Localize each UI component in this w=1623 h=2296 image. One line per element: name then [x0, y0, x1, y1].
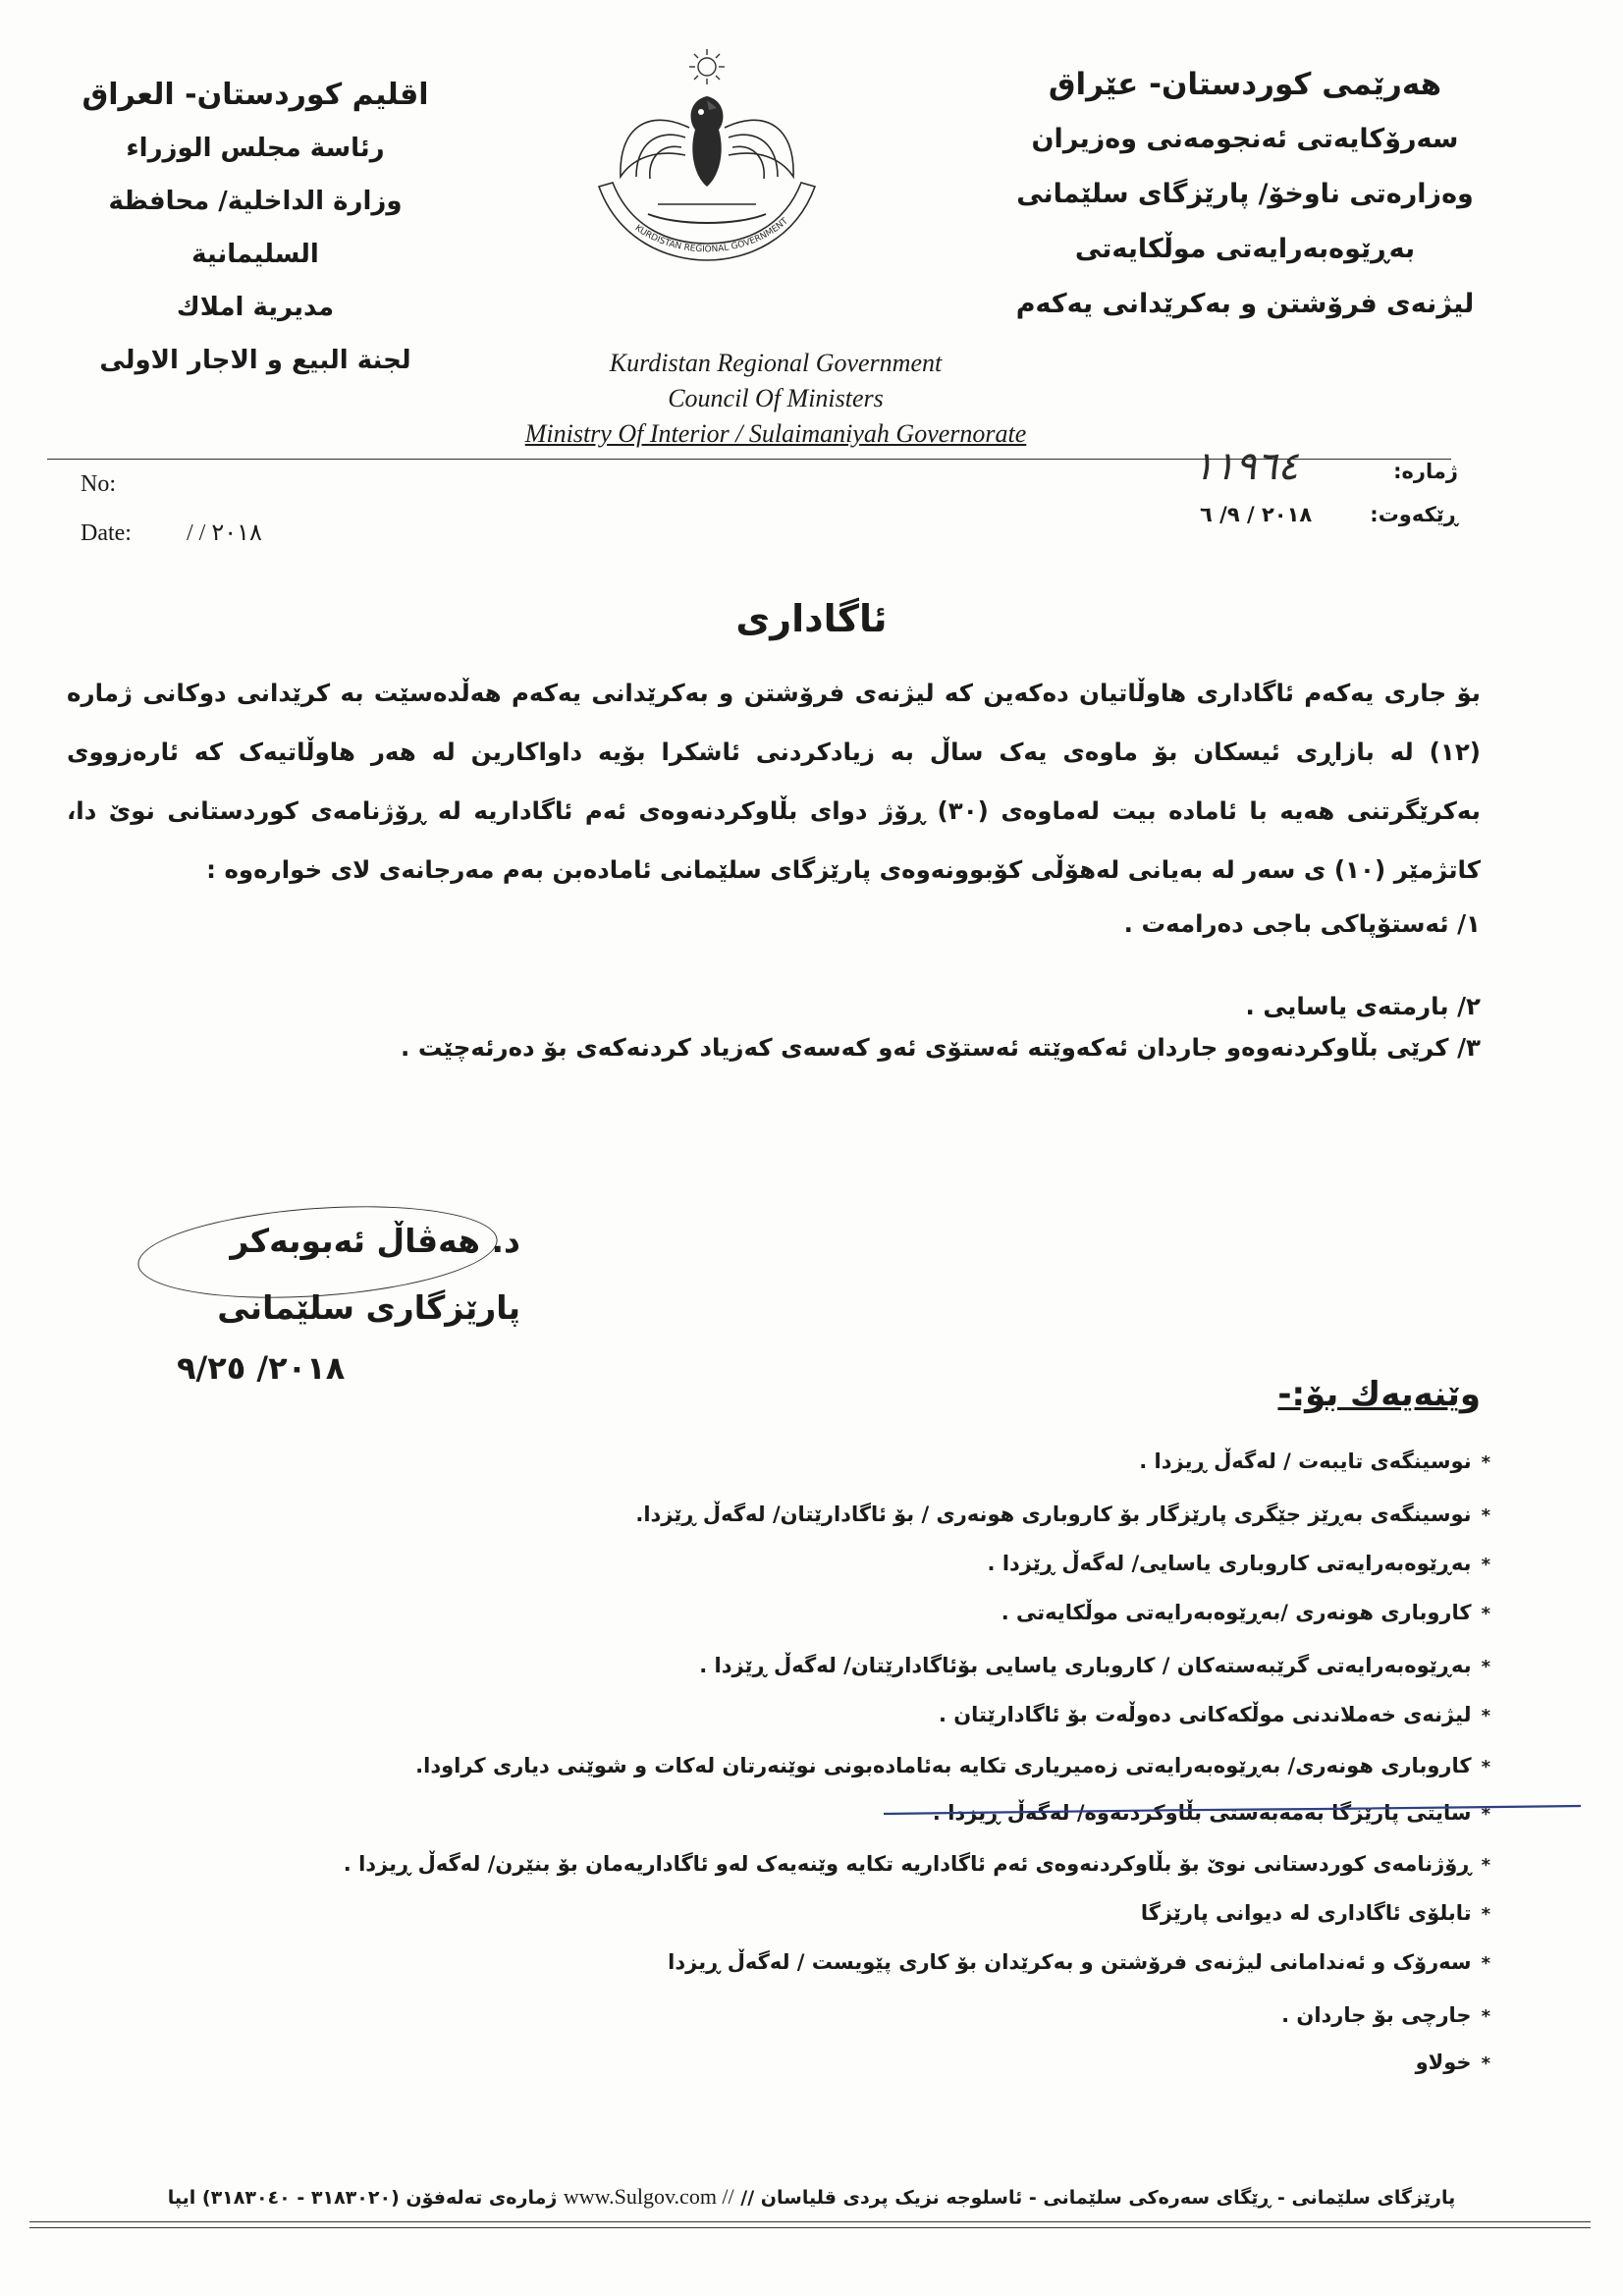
pen-strike-mark — [884, 1803, 1581, 1819]
header-kurdish-region: هەرێمی کوردستان- عێراق — [1048, 67, 1442, 102]
date-label-kurdish: ڕێکەوت: — [1370, 503, 1458, 526]
bullet-star-icon: * — [1481, 1505, 1490, 1526]
footer-divider — [29, 2221, 1591, 2222]
footer — [0, 2184, 1623, 2210]
copy-item: *بەڕێوەبەرایەتی کاروباری یاسایی/ لەگەڵ ڕێزدا . — [987, 1552, 1490, 1575]
copy-item: *سەرۆک و ئەندامانی لیژنەی فرۆشتن و بەکرێدان بۆ کاری پێویست / لەگەڵ ڕیزدا — [668, 1950, 1490, 1974]
header-kurdish-council: سەرۆکایەتی ئەنجومەنی وەزیران — [1031, 124, 1459, 154]
date-value-kurdish: ٢٠١٨ / ٩/ ٦ — [1200, 503, 1313, 526]
header-arabic-directorate: مديرية املاك — [176, 293, 335, 322]
number-value: ١١٩٦٤ — [1193, 444, 1299, 489]
header-arabic-ministry: وزارة الداخلية/ محافظة السليمانية — [108, 187, 403, 269]
kurdistan-emblem-icon — [579, 39, 835, 285]
date-label: Date: — [81, 520, 132, 546]
bullet-star-icon: * — [1481, 1757, 1490, 1777]
bullet-star-icon: * — [1481, 1904, 1490, 1925]
bullet-star-icon: * — [1481, 2006, 1490, 2027]
copy-item: *خولاو — [1415, 2050, 1490, 2074]
signature-block — [128, 1206, 520, 1412]
bullet-star-icon: * — [1481, 1555, 1490, 1575]
condition-item-2: ٢/ بارمتەی یاسایی . — [1245, 992, 1481, 1020]
header-arabic-region: اقليم كوردستان- العراق — [81, 78, 429, 112]
header-kurdish-directorate: بەڕێوەبەرایەتی موڵکایەتی — [1074, 234, 1416, 264]
copy-item: *لیژنەی خەملاندنی موڵکەکانی دەوڵەت بۆ ئاگادارێتان . — [938, 1703, 1490, 1726]
bullet-star-icon: * — [1481, 1657, 1490, 1677]
footer-divider-thin — [29, 2227, 1591, 2228]
footer-website: www.Sulgov.com // — [563, 2184, 734, 2209]
header-arabic-committee: لجنة البيع و الاجار الاولى — [99, 346, 411, 375]
footer-phones: ژمارەی تەلەفۆن (٣١٨٣٠٢٠ - ٣١٨٣٠٤٠) ایپا — [167, 2187, 558, 2209]
signatory-title: پارێزگاری سلێمانی — [217, 1288, 520, 1327]
header-kurdish — [990, 57, 1500, 332]
header-english-ministry: Ministry Of Interior / Sulaimaniyah Governorate — [524, 419, 1027, 448]
copy-item: *نوسینگەی تایبەت / لەگەڵ ڕیزدا . — [1139, 1449, 1490, 1473]
bullet-star-icon: * — [1481, 1452, 1490, 1473]
copies-title: وێنەیەك بۆ:- — [1277, 1375, 1481, 1414]
number-label-kurdish: ژمارە: — [1393, 460, 1458, 483]
bullet-star-icon: * — [1481, 1706, 1490, 1726]
footer-address: پارێزگای سلێمانی - ڕێگای سەرەکی سلێمانی - ئاسلوجە نزیک پردی قلیاسان // — [740, 2187, 1456, 2209]
header-kurdish-ministry: وەزارەتی ناوخۆ/ پارێزگای سلێمانی — [1016, 179, 1474, 209]
header-arabic-council: رئاسة مجلس الوزراء — [126, 134, 385, 163]
notice-title: ئاگاداری — [735, 597, 888, 640]
header-english — [422, 346, 1129, 452]
copy-item: *کاروباری هونەری /بەڕێوەبەرایەتی موڵکایەتی . — [1001, 1601, 1490, 1624]
bullet-star-icon: * — [1481, 1953, 1490, 1974]
signature-date: ٢٠١٨/ ٩/٢٥ — [177, 1349, 346, 1387]
svg-text:KURDISTAN REGIONAL GOVERNMENT: KURDISTAN REGIONAL GOVERNMENT — [632, 216, 790, 255]
no-label: No: — [81, 471, 116, 497]
copy-item: *تابلۆی ئاگاداری لە دیوانی پارێزگا — [1140, 1901, 1490, 1925]
header-english-government: Kurdistan Regional Government — [609, 349, 943, 377]
bullet-star-icon: * — [1481, 2053, 1490, 2074]
copy-item: *نوسینگەی بەڕێز جێگری پارێزگار بۆ کاروباری هونەری / بۆ ئاگادارێتان/ لەگەڵ ڕێزدا. — [635, 1503, 1490, 1526]
copy-item: *ڕۆژنامەی کوردستانی نوێ بۆ بڵاوکردنەوەی ئەم ئاگاداریە تکایە وێنەیەک لەو ئاگاداریەمان بۆ بنێرن/ لەگەڵ ڕیزدا . — [343, 1852, 1490, 1876]
bullet-star-icon: * — [1481, 1604, 1490, 1624]
condition-item-3: ٣/ کرێی بڵاوکردنەوەو جاردان ئەکەوێتە ئەستۆی ئەو کەسەی کەزیاد کردنەکەی بۆ دەرئەچێت . — [401, 1033, 1481, 1062]
notice-body: بۆ جاری یەکەم ئاگاداری هاوڵاتیان دەکەین کە لیژنەی فرۆشتن و بەکرێدانی یەکەم هەڵدەسێت بە کرێدانی دوکانی ژمارە (١٢) لە بازاڕی ئیسکان بۆ ماوەی یەک ساڵ بە زیادکردنی ئاشکرا بۆیە داواکارین لە هەر هاوڵاتیەک کە ئارەزووی بەکرێگرتنی هەیە با ئامادە بیت لەماوەی (٣٠) ڕۆژ دوای بڵاوکردنەوەی ئەم ئاگاداریە لە ڕۆژنامەی کوردستانی نوێ دا، کاتژمێر (١٠) ی سەر لە بەیانی لەهۆڵی کۆبوونەوەی پارێزگای سلێمانی ئامادەبن بەم مەرجانەی لای خوارەوە : — [67, 679, 1481, 884]
copy-item: *سایتی پارێزگا بەمەبەستی بڵاوکردنەوە/ لەگەڵ ڕیزدا . — [932, 1801, 1490, 1825]
copy-item: *کاروباری هونەری/ بەڕێوەبەرایەتی زەمیریاری تکایە بەئامادەبونی نوێنەرتان لەکات و شوێنی دیاری کراودا. — [415, 1754, 1490, 1777]
bullet-star-icon: * — [1481, 1855, 1490, 1876]
copy-item: *بەڕێوەبەرایەتی گرێبەستەکان / کاروباری یاسایی بۆئاگادارێتان/ لەگەڵ ڕێزدا . — [699, 1654, 1490, 1677]
header-kurdish-committee: لیژنەی فرۆشتن و بەکرێدانی یەکەم — [1015, 289, 1475, 319]
signatory-name: د. هەڤاڵ ئەبوبەکر — [230, 1222, 520, 1260]
condition-item-1: ١/ ئەستۆپاکی باجی دەرامەت . — [1123, 909, 1481, 938]
header-english-council: Council Of Ministers — [668, 384, 884, 412]
bullet-star-icon: * — [1481, 1804, 1490, 1825]
header-arabic — [49, 69, 461, 387]
date-value: / / ٢٠١٨ — [187, 520, 262, 546]
copy-item: *جارچی بۆ جاردان . — [1281, 2003, 1490, 2027]
